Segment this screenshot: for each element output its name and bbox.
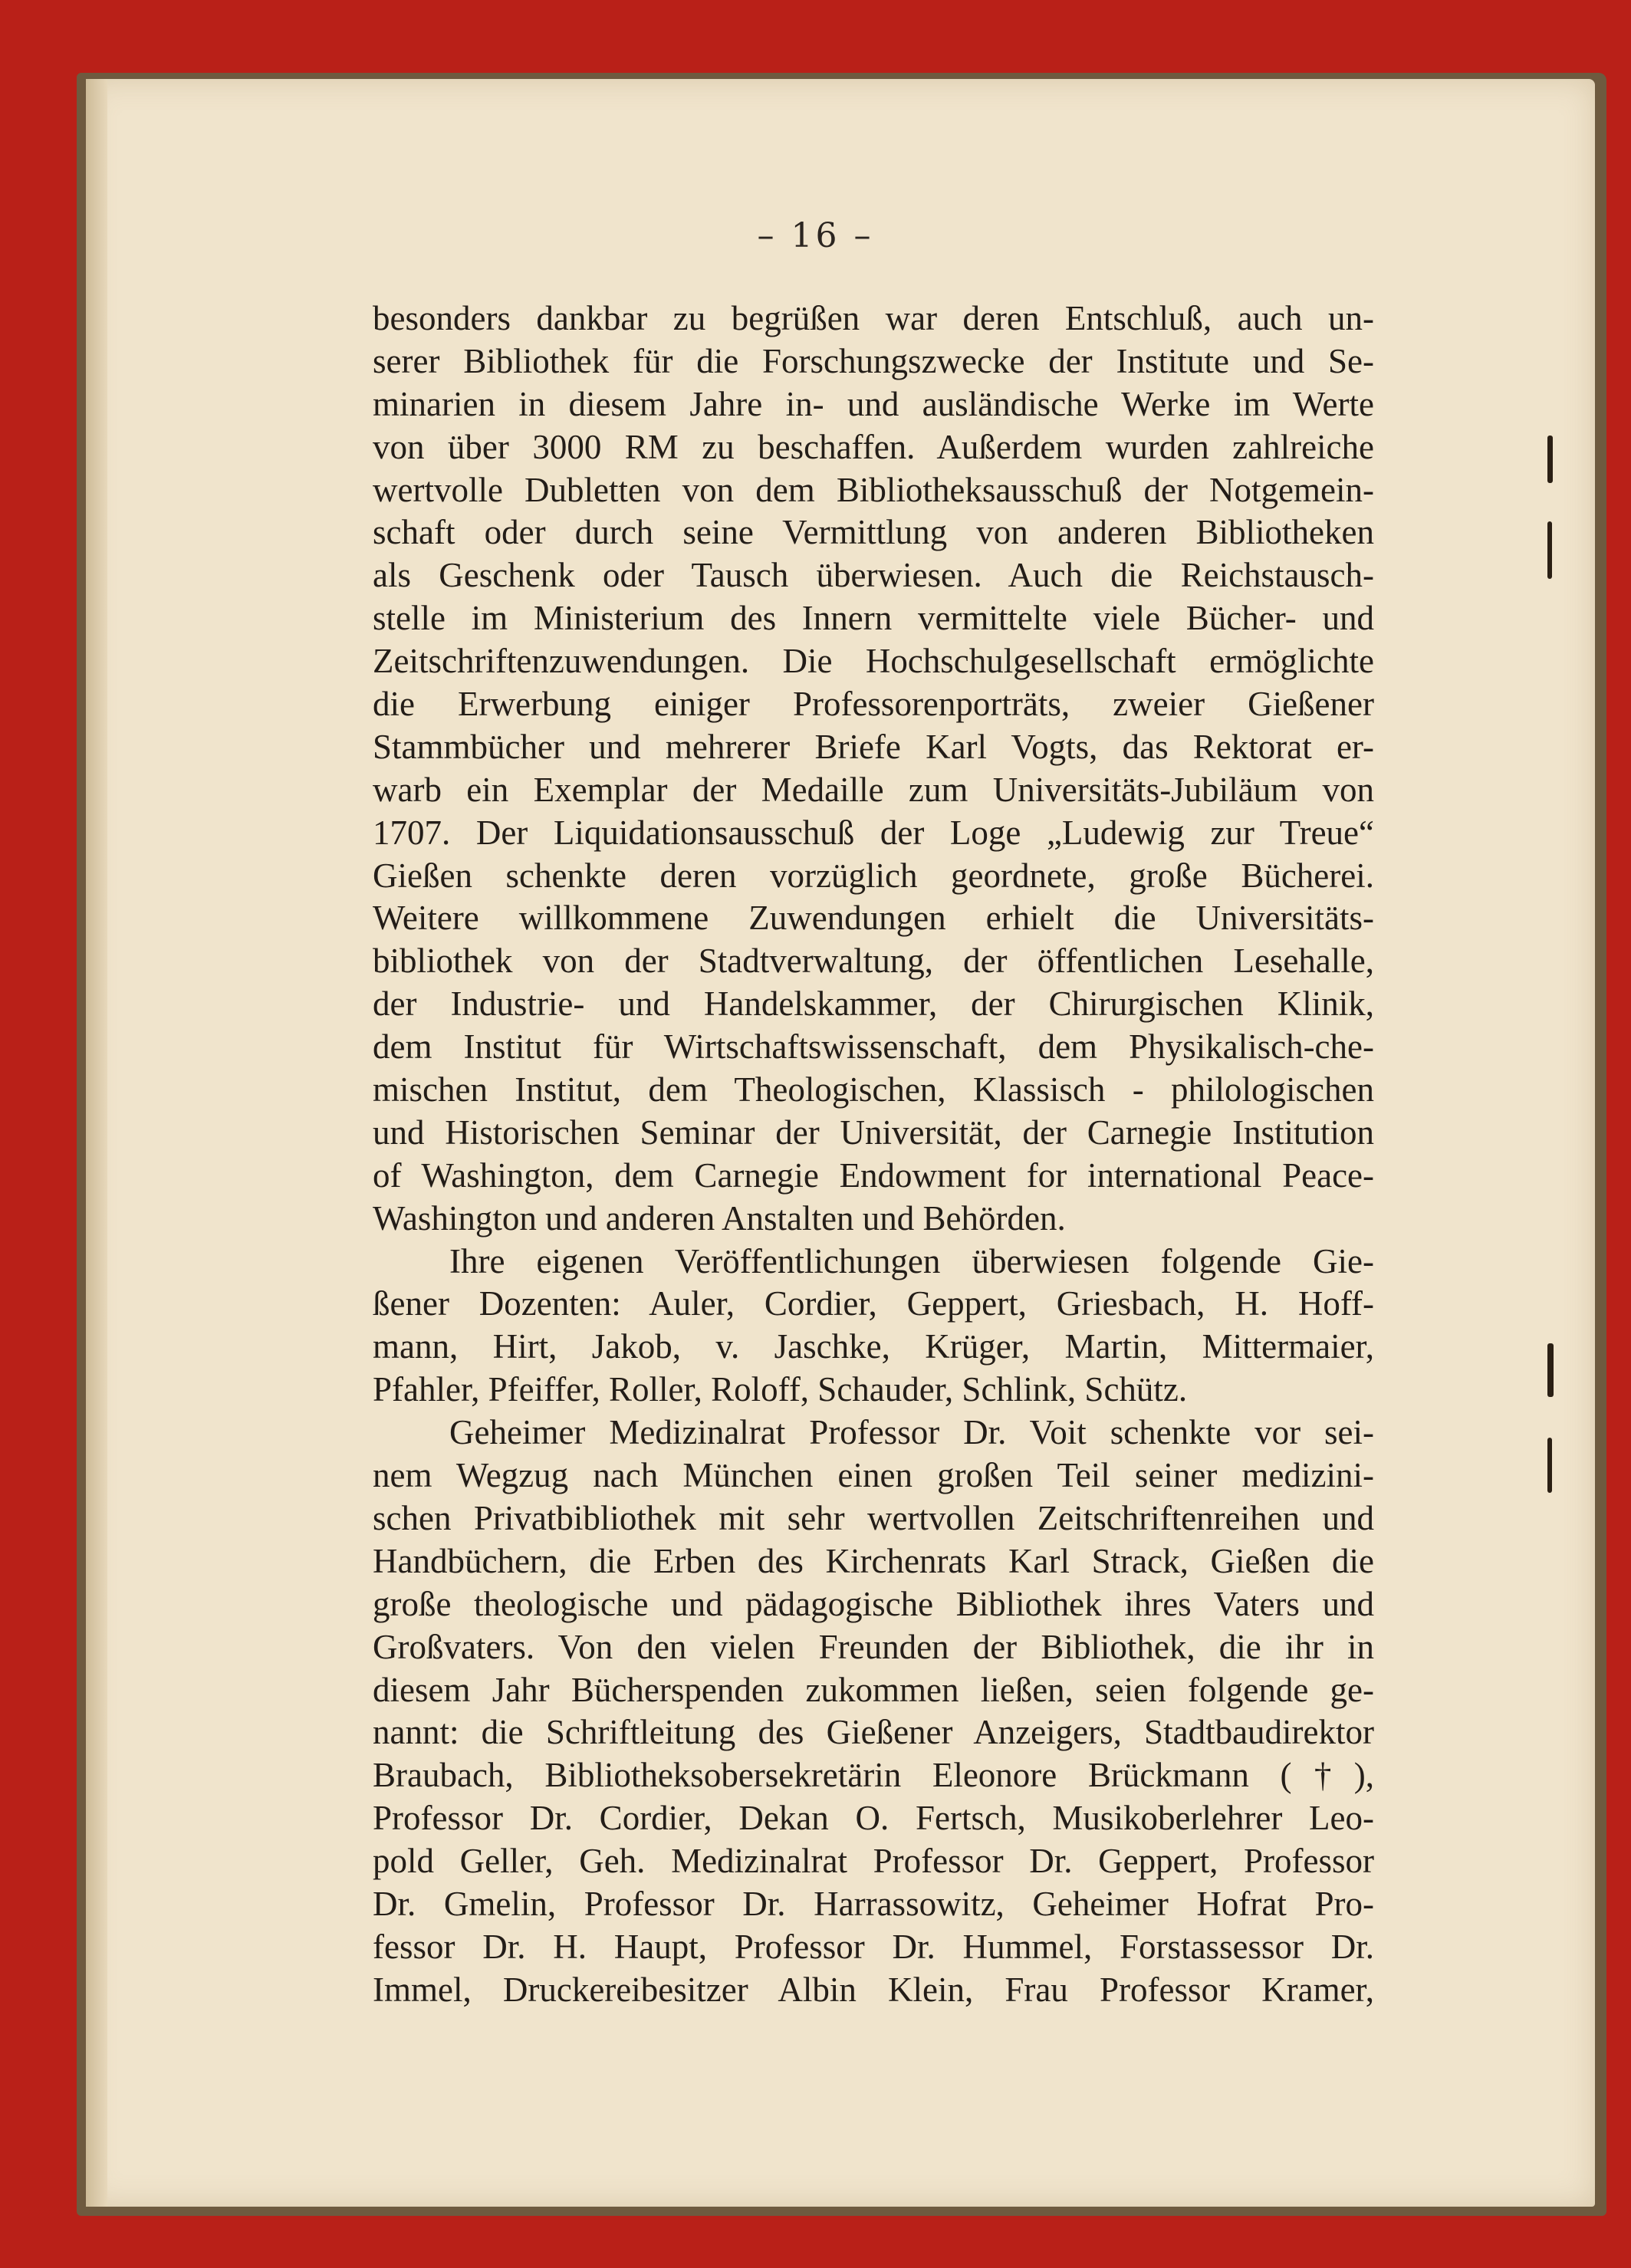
text-line: Immel, Druckereibesitzer Albin Klein, Frau Professor Kramer, <box>373 1970 1374 2009</box>
page-binding-edge <box>86 79 107 2207</box>
text-line: Professor Dr. Cordier, Dekan O. Fertsch, Musikoberlehrer Leo- <box>373 1799 1374 1838</box>
text-line: Braubach, Bibliotheksobersekretärin Eleonore Brückmann (†), <box>373 1756 1374 1795</box>
text-line: Großvaters. Von den vielen Freunden der Bibliothek, die ihr in <box>373 1627 1374 1666</box>
text-line: 1707. Der Liquidationsausschuß der Loge „Ludewig zur Treue“ <box>373 813 1374 852</box>
text-line: von über 3000 RM zu beschaffen. Außerdem wurden zahlreiche <box>373 427 1374 466</box>
margin-mark <box>1547 436 1553 483</box>
text-line: mann, Hirt, Jakob, v. Jaschke, Krüger, Martin, Mittermaier, <box>373 1327 1374 1366</box>
text-line: schaft oder durch seine Vermittlung von anderen Bibliotheken <box>373 513 1374 552</box>
text-line: Gießen schenkte deren vorzüglich geordnete, große Bücherei. <box>373 856 1374 895</box>
text-line: Zeitschriftenzuwendungen. Die Hochschulgesellschaft ermöglichte <box>373 642 1374 681</box>
text-line: der Industrie- und Handelskammer, der Chirurgischen Klinik, <box>373 984 1374 1024</box>
margin-mark <box>1547 521 1552 579</box>
text-line: ßener Dozenten: Auler, Cordier, Geppert, Griesbach, H. Hoff- <box>373 1284 1374 1323</box>
text-line: schen Privatbibliothek mit sehr wertvollen Zeitschriftenreihen und <box>373 1498 1374 1537</box>
text-line: pold Geller, Geh. Medizinalrat Professor Dr. Geppert, Professor <box>373 1842 1374 1881</box>
text-line: große theologische und pädagogische Bibliothek ihres Vaters und <box>373 1584 1374 1623</box>
text-line: Weitere willkommene Zuwendungen erhielt die Universitäts- <box>373 899 1374 938</box>
text-line: minarien in diesem Jahre in- und ausländische Werke im Werte <box>373 384 1374 423</box>
text-line: wertvolle Dubletten von dem Bibliotheksausschuß der Notgemein- <box>373 470 1374 509</box>
text-line: nannt: die Schriftleitung des Gießener Anzeigers, Stadtbaudirektor <box>373 1713 1374 1752</box>
text-line: of Washington, dem Carnegie Endowment for international Peace- <box>373 1155 1374 1195</box>
text-line: Ihre eigenen Veröffentlichungen überwiesen folgende Gie- <box>449 1241 1374 1280</box>
text-line: Stammbücher und mehrerer Briefe Karl Vogts, das Rektorat er- <box>373 727 1374 766</box>
body-text <box>373 297 1374 2012</box>
text-line: Dr. Gmelin, Professor Dr. Harrassowitz, Geheimer Hofrat Pro- <box>373 1884 1374 1923</box>
text-line: mischen Institut, dem Theologischen, Klassisch - philologischen <box>373 1070 1374 1109</box>
text-line: serer Bibliothek für die Forschungszwecke der Institute und Se- <box>373 341 1374 380</box>
text-line: Handbüchern, die Erben des Kirchenrats Karl Strack, Gießen die <box>373 1541 1374 1580</box>
text-line: Geheimer Medizinalrat Professor Dr. Voit schenkte vor sei- <box>449 1413 1374 1452</box>
text-line: warb ein Exemplar der Medaille zum Universitäts-Jubiläum von <box>373 770 1374 809</box>
text-line: als Geschenk oder Tausch überwiesen. Auch die Reichstausch- <box>373 556 1374 595</box>
text-line: und Historischen Seminar der Universität, der Carnegie Institution <box>373 1113 1374 1152</box>
text-line: fessor Dr. H. Haupt, Professor Dr. Hummel, Forstassessor Dr. <box>373 1927 1374 1966</box>
text-line: Washington und anderen Anstalten und Behörden. <box>373 1198 1066 1238</box>
text-line: Pfahler, Pfeiffer, Roller, Roloff, Schauder, Schlink, Schütz. <box>373 1370 1188 1409</box>
text-line: bibliothek von der Stadtverwaltung, der öffentlichen Lesehalle, <box>373 942 1374 981</box>
text-line: besonders dankbar zu begrüßen war deren Entschluß, auch un- <box>373 299 1374 337</box>
text-line: die Erwerbung einiger Professorenporträts, zweier Gießener <box>373 685 1374 724</box>
text-line: dem Institut für Wirtschaftswissenschaft, dem Physikalisch-che- <box>373 1027 1374 1067</box>
text-line: diesem Jahr Bücherspenden zukommen ließen, seien folgende ge- <box>373 1670 1374 1709</box>
margin-mark <box>1547 1438 1552 1493</box>
text-line: stelle im Ministerium des Innern vermittelte viele Bücher- und <box>373 599 1374 638</box>
margin-mark <box>1547 1343 1554 1397</box>
page-number: – 16 – <box>757 216 874 255</box>
text-line: nem Wegzug nach München einen großen Teil seiner medizini- <box>373 1456 1374 1495</box>
